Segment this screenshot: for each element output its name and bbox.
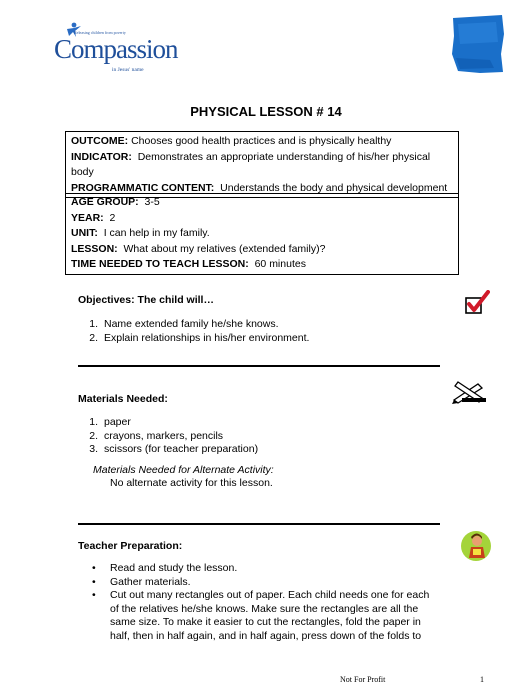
unit-line xyxy=(71,226,453,242)
footer-label: Not For Profit xyxy=(340,675,386,684)
year-value: 2 xyxy=(109,211,116,224)
section-divider xyxy=(78,523,440,525)
indicator-line xyxy=(71,150,453,181)
list-item xyxy=(82,318,309,332)
list-item xyxy=(92,576,432,590)
bullet-icon: • xyxy=(92,575,96,588)
materials-list xyxy=(82,416,258,457)
list-number: 2. xyxy=(89,429,98,442)
content-label: PROGRAMMATIC CONTENT: xyxy=(71,181,215,194)
year-line xyxy=(71,211,453,227)
objectives-list xyxy=(82,318,309,345)
outcome-value: Chooses good health practices and is physically healthy xyxy=(131,135,392,147)
list-text: Explain relationships in his/her environment. xyxy=(104,331,310,344)
bullet-icon: • xyxy=(92,562,96,574)
indicator-label: INDICATOR: xyxy=(71,150,132,163)
indicator-value: Demonstrates an appropriate understanding of his/her physical body xyxy=(71,150,431,178)
checkmark-box-icon xyxy=(464,290,490,316)
materials-heading: Materials Needed: xyxy=(78,393,168,405)
outcome-label: OUTCOME: xyxy=(71,135,129,147)
age-label: AGE GROUP: xyxy=(71,196,139,208)
bullet-icon: • xyxy=(92,589,96,601)
page-number: 1 xyxy=(480,675,484,684)
blue-brush-decoration xyxy=(450,14,505,74)
list-text: crayons, markers, pencils xyxy=(104,429,224,442)
list-item xyxy=(82,416,258,430)
lesson-info-box xyxy=(65,193,459,275)
logo-wordmark: Compassion xyxy=(54,34,178,64)
age-value: 3-5 xyxy=(144,196,160,208)
alt-materials-text: No alternate activity for this lesson. xyxy=(110,477,273,489)
alt-materials-heading: Materials Needed for Alternate Activity: xyxy=(93,464,274,476)
lesson-value: What about my relatives (extended family)? xyxy=(123,242,326,255)
page-title: PHYSICAL LESSON # 14 xyxy=(190,104,342,119)
compassion-logo xyxy=(52,22,178,74)
teacher-prep-list xyxy=(92,562,432,643)
teacher-icon xyxy=(460,530,492,562)
section-divider xyxy=(78,365,440,367)
list-text: Cut out many rectangles out of paper. Each child needs one for each of the relatives he/she knows. Make sure the rectangles are all the same size. To make it easier to cut the rectangles, fold the paper in half, then in half again, and in half again, press down of the folds to xyxy=(110,589,430,642)
logo-subtitle: in Jesus' name xyxy=(112,67,144,73)
list-item xyxy=(92,562,432,576)
pencils-icon xyxy=(452,380,488,404)
list-number: 3. xyxy=(89,443,98,455)
outcome-line xyxy=(71,134,453,150)
time-value: 60 minutes xyxy=(254,258,306,270)
lesson-line xyxy=(71,242,453,258)
list-text: paper xyxy=(104,416,131,428)
list-text: Gather materials. xyxy=(110,575,191,588)
list-number: 1. xyxy=(89,416,98,428)
list-item xyxy=(82,332,309,346)
objectives-heading: Objectives: The child will… xyxy=(78,294,214,306)
list-item xyxy=(82,430,258,444)
list-text: Name extended family he/she knows. xyxy=(104,318,279,330)
lesson-label: LESSON: xyxy=(71,242,118,255)
unit-label: UNIT: xyxy=(71,227,98,239)
list-text: scissors (for teacher preparation) xyxy=(104,443,259,455)
outcome-box xyxy=(65,131,459,198)
time-line xyxy=(71,257,453,273)
age-line xyxy=(71,195,453,211)
content-value: Understands the body and physical development xyxy=(220,181,448,194)
logo-tagline: Releasing children from poverty xyxy=(74,30,126,35)
teacher-prep-heading: Teacher Preparation: xyxy=(78,540,183,552)
list-item xyxy=(82,443,258,457)
year-label: YEAR: xyxy=(71,211,104,224)
list-number: 2. xyxy=(89,331,98,344)
list-number: 1. xyxy=(89,318,98,330)
time-label: TIME NEEDED TO TEACH LESSON: xyxy=(71,258,249,270)
unit-value: I can help in my family. xyxy=(103,227,210,239)
list-item xyxy=(92,589,432,643)
list-text: Read and study the lesson. xyxy=(110,562,238,574)
